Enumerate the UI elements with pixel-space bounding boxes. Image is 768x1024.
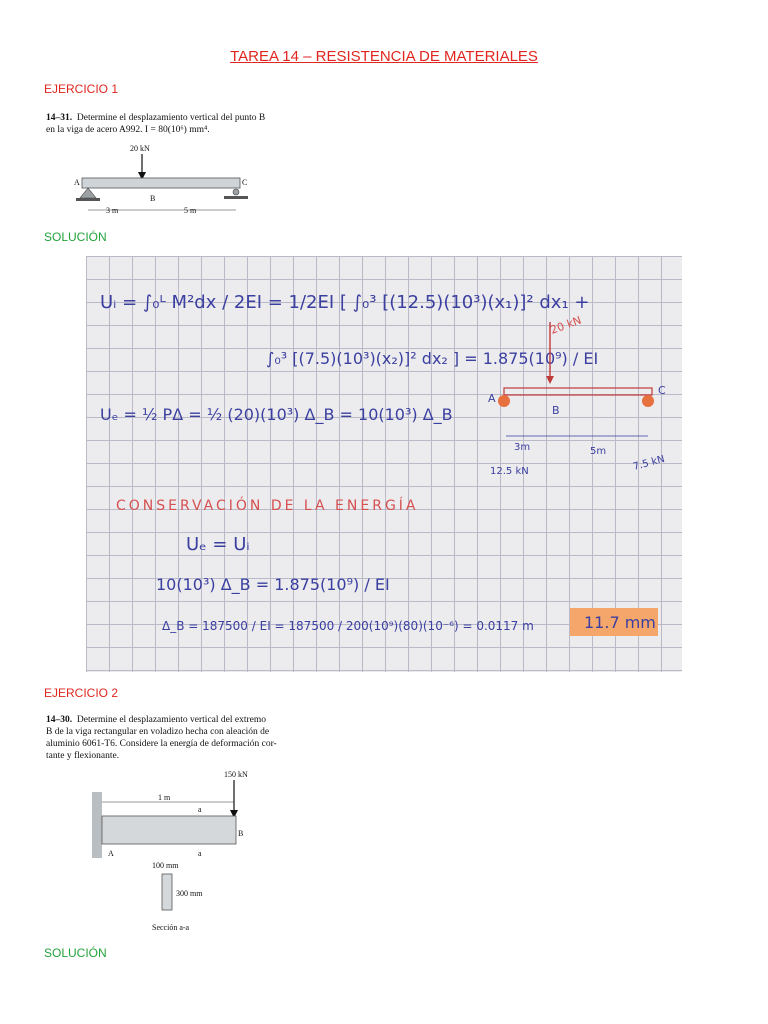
length-label: 1 m xyxy=(158,793,171,802)
exercise-1-statement xyxy=(46,112,306,136)
fixed-wall xyxy=(92,792,102,858)
free-body-sketch xyxy=(488,314,666,477)
sketch-reaction-a: 12.5 kN xyxy=(490,466,529,477)
exercise-1-solution-label: SOLUCIÓN xyxy=(44,230,107,244)
external-work-line: Uₑ = ½ PΔ = ½ (20)(10³) Δ_B = 10(10³) Δ_B xyxy=(100,405,453,424)
load-label: 20 kN xyxy=(130,144,150,153)
handwritten-solution-photo xyxy=(86,256,682,672)
strain-energy-line1: Uᵢ = ∫₀ᴸ M²dx / 2EI = 1/2EI [ ∫₀³ [(12.5)(10³)(x₁)]² dx₁ + xyxy=(100,292,590,313)
sketch-support-c xyxy=(642,395,654,407)
exercise-1-beam-figure xyxy=(66,140,266,220)
problem-line: B de la viga rectangular en voladizo hecha con aleación de xyxy=(46,727,270,737)
beam xyxy=(82,178,240,188)
problem-line: tante y flexionante. xyxy=(46,751,120,761)
ground-a xyxy=(76,198,100,201)
cut-label-bottom: a xyxy=(198,849,202,858)
sketch-load-arrowhead xyxy=(546,376,554,384)
final-result: 11.7 mm xyxy=(584,613,656,632)
displacement-result-line: Δ_B = 187500 / EI = 187500 / 200(10⁹)(80)(10⁻⁶) = 0.0117 m xyxy=(162,619,534,633)
height-label: 300 mm xyxy=(176,889,203,898)
section-label: Sección a-a xyxy=(152,923,190,932)
point-a-label: A xyxy=(74,178,80,187)
sketch-support-a xyxy=(498,395,510,407)
ground-c xyxy=(224,196,248,199)
problem-line: en la viga de acero A992. I = 80(10⁶) mm⁴. xyxy=(46,125,210,135)
strain-energy-line2: ∫₀³ [(7.5)(10³)(x₂)]² dx₂ ] = 1.875(10⁹) / EI xyxy=(266,349,599,368)
exercise-2-solution-label: SOLUCIÓN xyxy=(44,946,107,960)
problem-line: Determine el desplazamiento vertical del punto B xyxy=(76,113,266,123)
problem-line: aluminio 6061-T6. Considere la energía de deformación cor- xyxy=(46,739,277,749)
point-b-label: B xyxy=(150,194,156,203)
load-label: 150 kN xyxy=(224,770,248,779)
sketch-point-a: A xyxy=(488,392,496,405)
sketch-load-label: 20 kN xyxy=(548,313,584,337)
cross-section xyxy=(162,874,172,910)
sketch-beam xyxy=(504,388,652,395)
exercise-1-heading: EJERCICIO 1 xyxy=(44,82,119,96)
handwritten-notes xyxy=(86,256,682,672)
pin-support-a xyxy=(80,188,96,198)
roller-support-c xyxy=(233,189,239,195)
span2-label: 5 m xyxy=(184,206,197,215)
sketch-point-c: C xyxy=(658,384,666,397)
span1-label: 3 m xyxy=(106,206,119,215)
problem-number: 14–31. xyxy=(46,113,73,123)
page-title: TAREA 14 – RESISTENCIA DE MATERIALES xyxy=(230,48,538,65)
exercise-2-cantilever-figure xyxy=(90,766,270,938)
width-label: 100 mm xyxy=(152,861,179,870)
exercise-2-heading: EJERCICIO 2 xyxy=(44,686,119,700)
sketch-reaction-c: 7.5 kN xyxy=(631,453,667,473)
point-b-label: B xyxy=(238,829,244,838)
problem-line: Determine el desplazamiento vertical del extremo xyxy=(76,715,266,725)
sketch-span2: 5m xyxy=(590,446,607,457)
energy-equation: 10(10³) Δ_B = 1.875(10⁹) / EI xyxy=(156,575,390,594)
sketch-point-b: B xyxy=(552,404,560,417)
cut-label-top: a xyxy=(198,805,202,814)
sketch-span1: 3m xyxy=(514,442,531,453)
cantilever-beam xyxy=(102,816,236,844)
exercise-2-statement xyxy=(46,714,308,762)
point-c-label: C xyxy=(242,178,248,187)
point-a-label: A xyxy=(108,849,114,858)
problem-number: 14–30. xyxy=(46,715,73,725)
energy-equality: Uₑ = Uᵢ xyxy=(186,534,250,555)
conservation-heading: CONSERVACIÓN DE LA ENERGÍA xyxy=(116,498,419,514)
